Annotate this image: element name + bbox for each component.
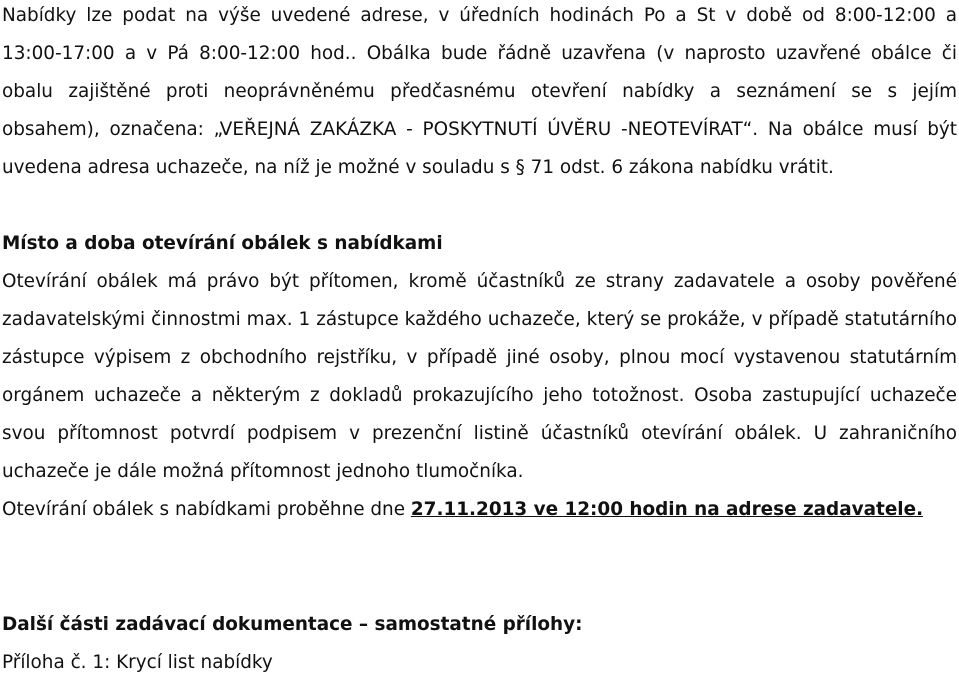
opening-heading: Místo a doba otevírání obálek s nabídkami xyxy=(2,233,443,254)
opening-line-4: orgánem uchazeče a některým z dokladů prokazujícího jeho totožnost. Osoba zastupující uchazeče xyxy=(2,385,957,406)
attachment-item: Příloha č. 1: Krycí list nabídky xyxy=(2,652,273,673)
opening-line-2: zadavatelskými činnostmi max. 1 zástupce každého uchazeče, který se prokáže, v případě statutárního xyxy=(2,309,957,330)
intro-line-2: 13:00-17:00 a v Pá 8:00-12:00 hod.. Obálka bude řádně uzavřena (v naprosto uzavřené obálce či xyxy=(2,43,957,64)
opening-line-1: Otevírání obálek má právo být přítomen, kromě účastníků ze strany zadavatele a osoby pověřené xyxy=(2,271,957,292)
intro-line-4: obsahem), označena: „VEŘEJNÁ ZAKÁZKA - POSKYTNUTÍ ÚVĚRU -NEOTEVÍRAT“. Na obálce musí být xyxy=(2,119,957,140)
opening-line-6: uchazeče je dále možná přítomnost jednoho tlumočníka. xyxy=(2,461,524,482)
opening-line-5: svou přítomnost potvrdí podpisem v prezenční listině účastníků otevírání obálek. U zahraničního xyxy=(2,423,957,444)
opening-date-line xyxy=(2,498,923,522)
intro-line-3: obalu zajištěné proti neoprávněnému předčasnému otevření nabídky a seznámení se s jejím xyxy=(2,81,957,102)
opening-date-prefix: Otevírání obálek s nabídkami proběhne dne xyxy=(2,499,411,520)
opening-line-3: zástupce výpisem z obchodního rejstříku, v případě jiné osoby, plnou mocí vystavenou statutárním xyxy=(2,347,957,368)
opening-date-value: 27.11.2013 ve 12:00 hodin na adrese zadavatele. xyxy=(410,499,924,520)
intro-line-5: uvedena adresa uchazeče, na níž je možné v souladu s § 71 odst. 6 zákona nabídku vrátit. xyxy=(2,157,834,178)
other-parts-heading: Další části zadávací dokumentace – samostatné přílohy: xyxy=(2,614,583,635)
intro-line-1: Nabídky lze podat na výše uvedené adrese, v úředních hodinách Po a St v době od 8:00-12:00 a xyxy=(2,5,957,26)
